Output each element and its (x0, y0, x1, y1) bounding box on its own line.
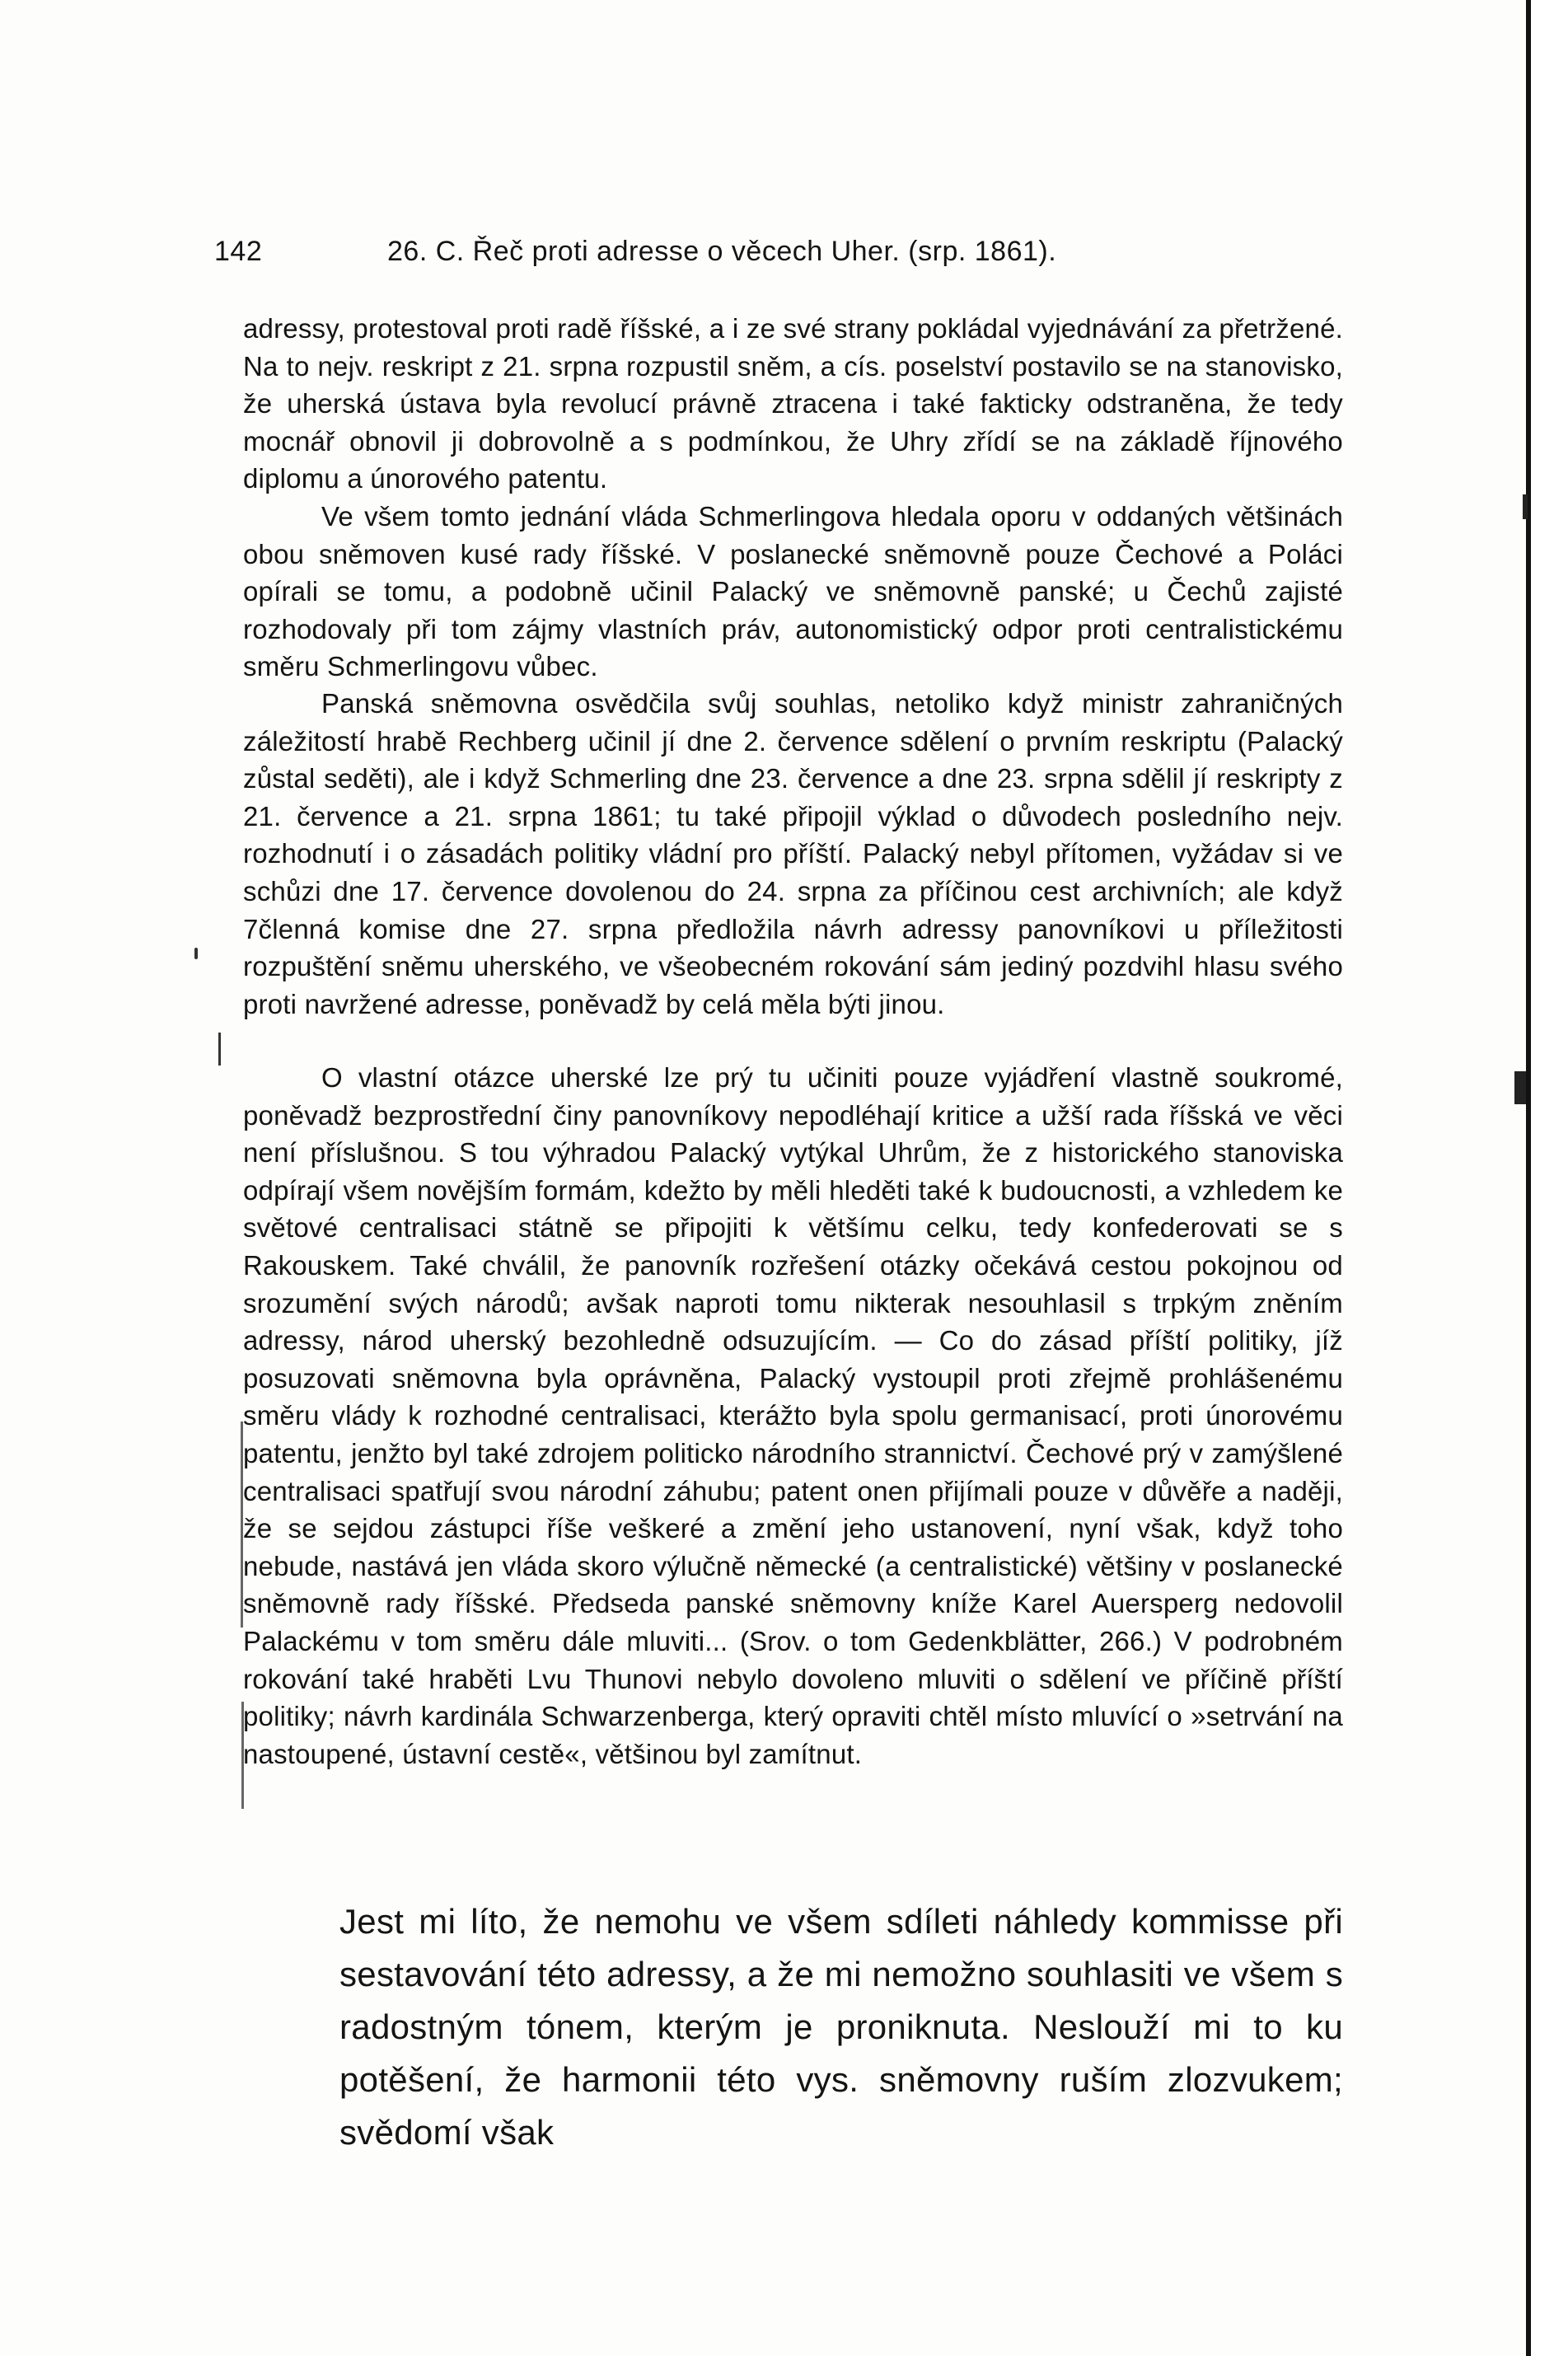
running-title: 26. C. Řeč proti adresse o věcech Uher. (srp. 1861). (387, 236, 1057, 267)
margin-mark (218, 1033, 221, 1066)
page-number: 142 (214, 236, 263, 267)
margin-mark (1514, 1071, 1526, 1104)
commentary-paragraph: O vlastní otázce uherské lze prý tu učiniti pouze vyjádření vlastně soukromé, poněvadž bezprostřední činy panovníkovy nepodléhají kritice a užší rada říšská ve věci není příslušnou. S tou výhradou Palacký vytýkal Uhrům, že z historického stanoviska odpírají všem novějším formám, kdežto by měli hleděti také k budoucnosti, a vzhledem ke světové centralisaci státně se připojiti k většímu celku, tedy konfederovati se s Rakouskem. Také chválil, že panovník rozřešení otázky očekává cestou pokojnou od srozumění svých národů; avšak naproti tomu nikterak nesouhlasil s trpkým zněním adressy, národ uherský bezohledně odsuzujícím. — Co do zásad příští politiky, jíž posuzovati sněmovna byla oprávněna, Palacký vystoupil proti zřejmě prohlášenému směru vlády k rozhodné centralisaci, kterážto byla spolu germanisací, proti únorovému patentu, jenžto byl také zdrojem politicko národního strannictví. Čechové prý v zamýšlené centralisaci spatřují svou národní záhubu; patent onen přijímali pouze v důvěře a naději, že se sejdou zástupci říše veškeré a změní jeho ustanovení, nyní však, když toho nebude, nastává jen vláda skoro výlučně německé (a centralistické) většiny v poslanecké sněmovně rady říšské. Předseda panské sněmovny kníže Karel Auersperg nedovolil Palackému v tom směru dále mluviti... (Srov. o tom Gedenkblätter, 266.) V podrobném rokování také hraběti Lvu Thunovi nebylo dovoleno mluviti o sdělení ve příčině příští politiky; návrh kardinála Schwarzenberga, který opraviti chtěl místo mluvící o »setrvání na nastoupené, ústavní cestě«, většinou byl zamítnut. (243, 1062, 1343, 1769)
margin-mark (194, 948, 198, 959)
commentary-paragraph: Panská sněmovna osvědčila svůj souhlas, netoliko když ministr zahraničných záležitostí hrabě Rechberg učinil jí dne 2. července sdělení o prvním reskriptu (Palacký zůstal seděti), ale i když Schmerling dne 23. července a dne 23. srpna sdělil jí reskripty z 21. července a 21. srpna 1861; tu také připojil výklad o důvodech posledního nejv. rozhodnutí i o zásadách politiky vládní pro příští. Palacký nebyl přítomen, vyžádav si ve schůzi dne 17. července dovolenou do 24. srpna za příčinou cest archivních; ale když 7členná komise dne 27. srpna předložila návrh adressy panovníkovi u příležitosti rozpuštění sněmu uherského, ve všeobecném rokování sám jediný pozdvihl hlasu svého proti navržené adresse, poněvadž by celá měla býti jinou. (243, 688, 1343, 1019)
commentary-paragraph: adressy, protestoval proti radě říšské, a i ze své strany pokládal vyjednávání za přetržené. Na to nejv. reskript z 21. srpna rozpustil sněm, a cís. poselství postavilo se na stanovisko, že uherská ústava byla revolucí právně ztracena i také fakticky odstraněna, že tedy mocnář obnovil ji dobrovolně a s podmínkou, že Uhry zřídí se na základě říjnového diplomu a únorového patentu. (243, 313, 1343, 494)
commentary-paragraph: Ve všem tomto jednání vláda Schmerlingova hledala oporu v oddaných většinách obou sněmoven kusé rady říšské. V poslanecké sněmovně pouze Čechové a Poláci opírali se tomu, a podobně učinil Palacký ve sněmovně panské; u Čechů zajisté rozhodovaly při tom zájmy vlastních práv, autonomistický odpor proti centralistickému směru Schmerlingovu vůbec. (243, 501, 1343, 682)
scan-edge-margin (1531, 0, 1568, 2356)
speech-text: Jest mi líto, že nemohu ve všem sdíleti náhledy kommisse při sestavování této adressy, a že mi nemožno souhlasiti ve všem s radostným tónem, kterým je proniknuta. Neslouží mi to ku potěšení, že harmonii této vys. sněmovny ruším zlozvukem; svědomí však (339, 1902, 1343, 2152)
margin-mark (1523, 494, 1528, 519)
running-header (214, 236, 1343, 275)
